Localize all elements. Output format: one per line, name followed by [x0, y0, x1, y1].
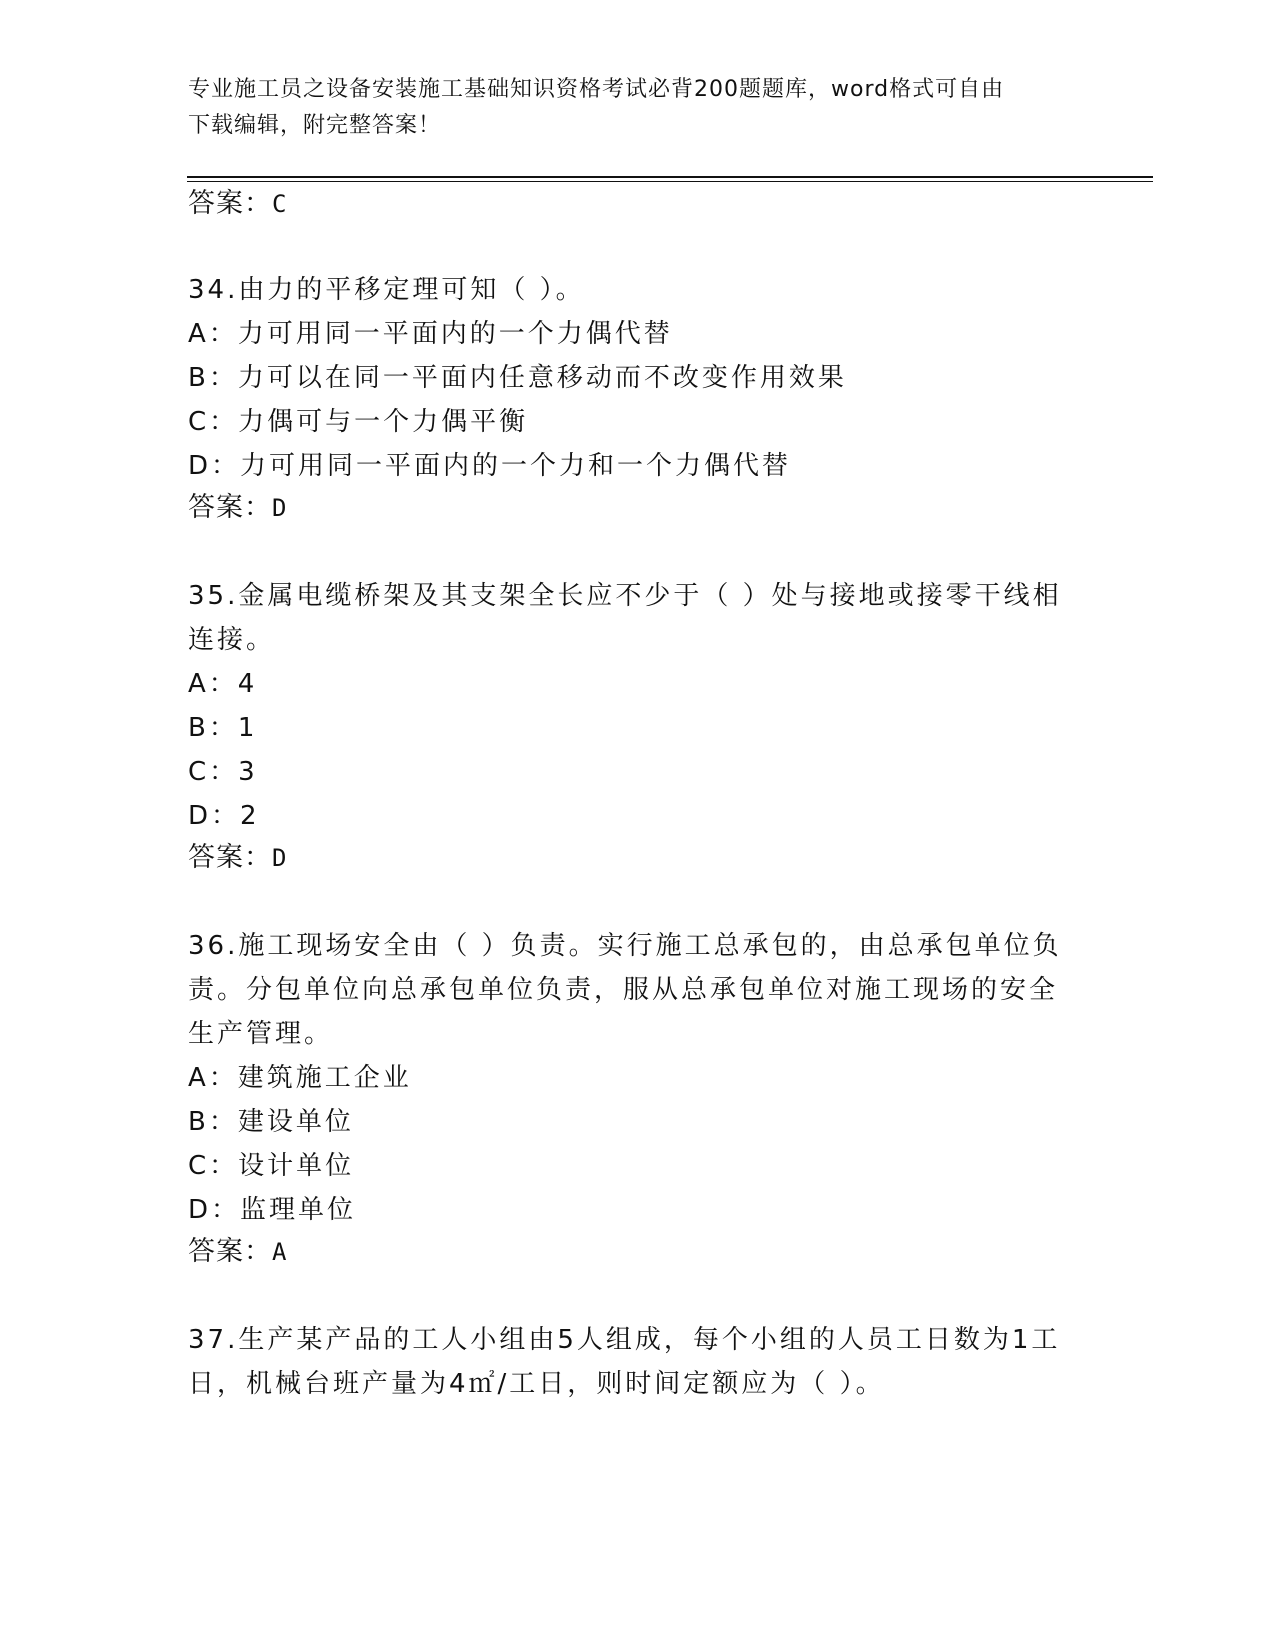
- header-divider-thick: [187, 176, 1153, 178]
- question-35-option-d: D：2: [188, 801, 260, 831]
- answer-value: A: [272, 1238, 288, 1266]
- question-37-text-line-1: 37.生产某产品的工人小组由5人组成，每个小组的人员工日数为1工: [188, 1325, 1061, 1355]
- answer-line-prev: [188, 186, 287, 222]
- answer-label: 答案：: [188, 1236, 272, 1267]
- answer-label: 答案：: [188, 492, 272, 523]
- question-36-option-b: B：建设单位: [188, 1107, 354, 1137]
- question-34-option-c: C：力偶可与一个力偶平衡: [188, 407, 529, 437]
- question-35-option-b: B：1: [188, 713, 258, 743]
- question-36-answer: [188, 1234, 287, 1270]
- answer-value: D: [272, 494, 288, 522]
- question-36-text-line-2: 责。分包单位向总承包单位负责，服从总承包单位对施工现场的安全: [188, 975, 1059, 1005]
- answer-label: 答案：: [188, 188, 272, 219]
- question-35-answer: [188, 840, 287, 876]
- question-34-option-d: D：力可用同一平面内的一个力和一个力偶代替: [188, 451, 792, 481]
- answer-value: D: [272, 844, 288, 872]
- question-36-option-a: A：建筑施工企业: [188, 1063, 412, 1093]
- header-line-2: 下载编辑，附完整答案！: [188, 113, 442, 138]
- question-35-option-a: A：4: [188, 669, 258, 699]
- question-34-option-b: B：力可以在同一平面内任意移动而不改变作用效果: [188, 363, 847, 393]
- question-36-option-c: C：设计单位: [188, 1151, 355, 1181]
- question-36-option-d: D：监理单位: [188, 1195, 357, 1225]
- question-36-text-line-1: 36.施工现场安全由（ ）负责。实行施工总承包的，由总承包单位负: [188, 931, 1062, 961]
- question-34-answer: [188, 490, 287, 526]
- question-35-text-line-2: 连接。: [188, 625, 276, 655]
- question-34-text: 34.由力的平移定理可知（ ）。: [188, 275, 585, 305]
- header-divider-thin: [187, 181, 1153, 182]
- question-34-option-a: A：力可用同一平面内的一个力偶代替: [188, 319, 673, 349]
- question-35-option-c: C：3: [188, 757, 258, 787]
- question-36-text-line-3: 生产管理。: [188, 1019, 334, 1049]
- header-line-1: 专业施工员之设备安装施工基础知识资格考试必背200题题库，word格式可自由: [188, 77, 1005, 102]
- answer-label: 答案：: [188, 842, 272, 873]
- answer-value: C: [272, 190, 288, 218]
- question-35-text-line-1: 35.金属电缆桥架及其支架全长应不少于（ ）处与接地或接零干线相: [188, 581, 1062, 611]
- document-header: [188, 72, 1088, 144]
- question-37-text-line-2: 日，机械台班产量为4㎡/工日，则时间定额应为（ ）。: [188, 1369, 885, 1399]
